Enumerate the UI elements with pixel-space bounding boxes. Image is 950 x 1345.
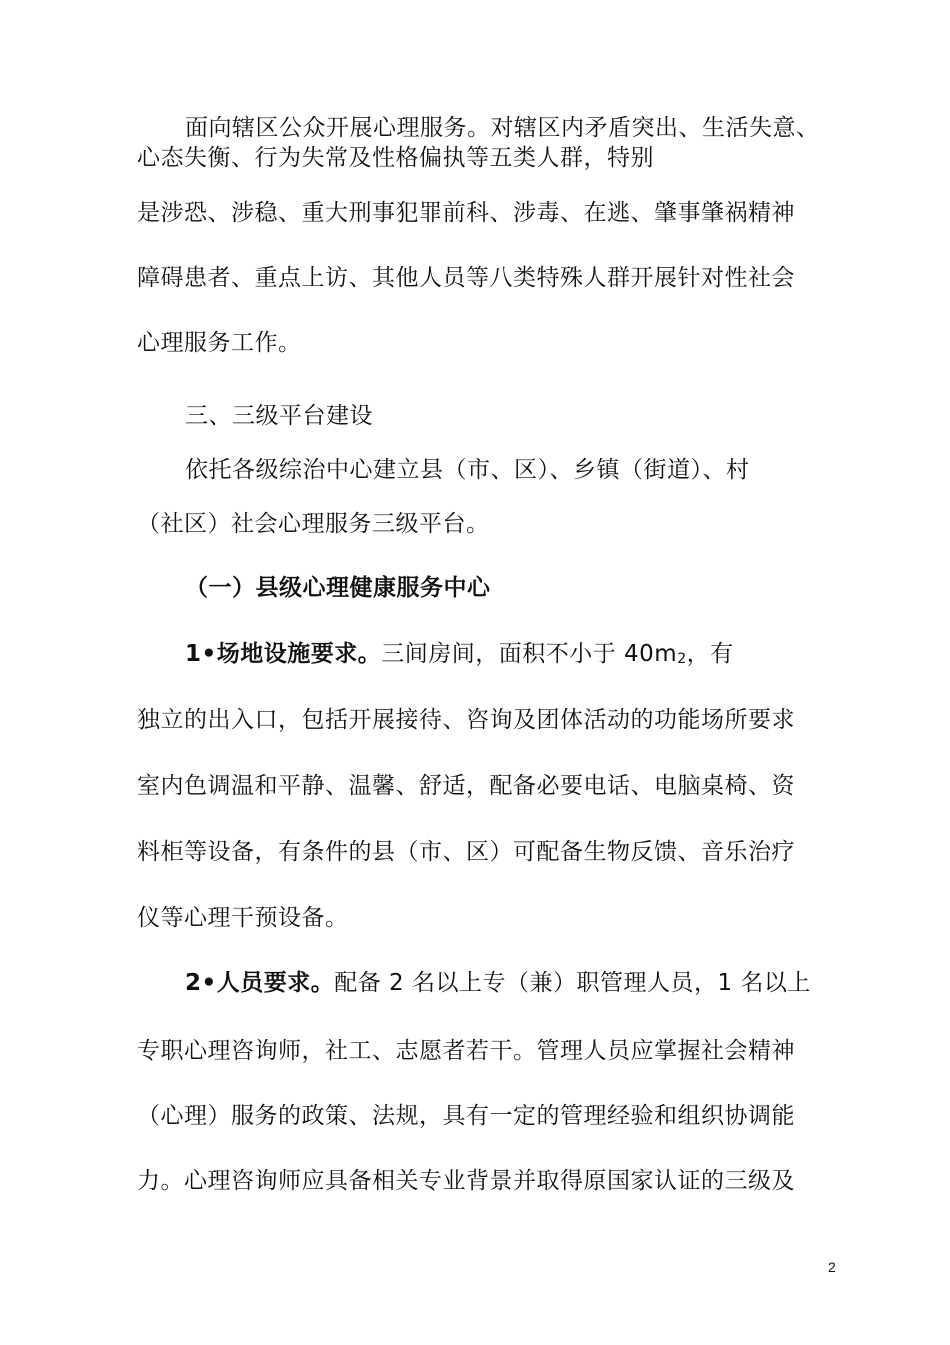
- paragraph-line: （心理）服务的政策、法规，具有一定的管理经验和组织协调能: [137, 1103, 795, 1129]
- item-text: ，有: [686, 641, 734, 667]
- paragraph-line: （社区）社会心理服务三级平台。: [137, 511, 490, 537]
- item-text: 三间房间，面积不小于 40m: [381, 641, 678, 667]
- item-label: 2•人员要求。: [185, 970, 335, 996]
- item-first-line: [185, 639, 734, 674]
- paragraph-line: 心理服务工作。: [137, 330, 302, 356]
- paragraph-line: 独立的出入口，包括开展接待、咨询及团体活动的功能场所要求: [137, 707, 795, 733]
- item-text: 配备 2 名以上专（兼）职管理人员，1 名以上: [334, 970, 811, 996]
- paragraph-line: 室内色调温和平静、温馨、舒适，配备必要电话、电脑桌椅、资: [137, 773, 795, 799]
- paragraph-line: 料柜等设备，有条件的县（市、区）可配备生物反馈、音乐治疗: [137, 839, 795, 865]
- paragraph-line: 面向辖区公众开展心理服务。对辖区内矛盾突出、生活失意、: [185, 115, 820, 141]
- paragraph-line: 力。心理咨询师应具备相关专业背景并取得原国家认证的三级及: [137, 1168, 795, 1194]
- section-heading: 三、三级平台建设: [185, 403, 373, 429]
- paragraph-line: 是涉恐、涉稳、重大刑事犯罪前科、涉毒、在逃、肇事肇祸精神: [137, 200, 795, 226]
- item-first-line: [185, 968, 811, 998]
- unit-subscript: 2: [677, 651, 687, 667]
- paragraph-line: 心态失衡、行为失常及性格偏执等五类人群，特别: [137, 145, 654, 171]
- item-label: 1•场地设施要求。: [185, 641, 382, 667]
- paragraph-line: 依托各级综治中心建立县（市、区）、乡镇（街道）、村: [185, 457, 750, 483]
- paragraph-line: 仪等心理干预设备。: [137, 905, 349, 931]
- page-number: 2: [828, 1259, 836, 1275]
- subsection-heading: （一）县级心理健康服务中心: [185, 575, 491, 601]
- paragraph-line: 专职心理咨询师，社工、志愿者若干。管理人员应掌握社会精神: [137, 1038, 795, 1064]
- paragraph-line: 障碍患者、重点上访、其他人员等八类特殊人群开展针对性社会: [137, 265, 795, 291]
